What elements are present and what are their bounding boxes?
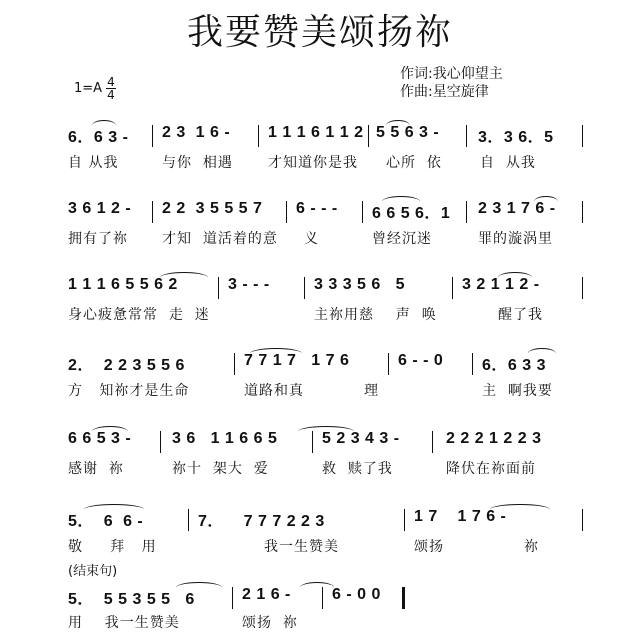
time-signature	[106, 76, 116, 101]
measure: 3 6 1 2 -	[68, 200, 132, 217]
barline	[286, 201, 287, 223]
measure: 6 - - 0	[398, 352, 444, 369]
barline	[152, 201, 153, 223]
measure: 2 3 1 6 -	[162, 124, 231, 141]
measure: 1 7 1 7 6 -	[414, 508, 507, 525]
lyric-text: 心所 依	[386, 155, 442, 171]
lyric-text: 用 我一生赞美	[68, 615, 180, 631]
lyric-text: 颂扬	[414, 539, 444, 555]
lyric-text: 自 从我	[480, 155, 536, 171]
slur-mark	[298, 426, 354, 437]
lyric-text: 祢十 架大 爱	[172, 461, 269, 477]
barline	[432, 431, 433, 453]
barline	[582, 125, 583, 147]
lyric-text: 主祢用慈 声 唤	[314, 307, 437, 323]
lyric-text: 我一生赞美	[264, 539, 339, 555]
slur-mark	[498, 272, 532, 283]
measure: 3 - - -	[228, 276, 270, 293]
measure: 6 - 0 0	[332, 586, 381, 603]
slur-mark	[300, 582, 334, 593]
song-title: 我要赞美颂扬祢	[186, 12, 453, 53]
slur-mark	[92, 426, 128, 437]
slur-mark	[84, 504, 144, 515]
lyric-text: 感谢 祢	[68, 461, 124, 477]
barline	[218, 277, 219, 299]
lyric-text: 自 从我	[68, 155, 119, 171]
lyric-text: 才知道你是我	[268, 155, 358, 171]
key-label: 1=A	[74, 81, 103, 96]
measure: 3．3 6．5	[478, 129, 554, 146]
barline	[472, 353, 473, 375]
lyric-row-7	[68, 612, 608, 632]
lyric-text: 主 啊我要	[482, 383, 553, 399]
time-numerator: 4	[107, 75, 115, 89]
measure: 5． 6 6 -	[68, 513, 144, 530]
measure: 6．6 3 3	[482, 357, 546, 374]
lyricist-credit: 作词:我心仰望主	[400, 66, 503, 82]
lyric-text: 方 知祢才是生命	[68, 383, 190, 399]
slur-mark	[528, 348, 556, 359]
measure: 2 1 6 -	[242, 586, 291, 603]
slur-mark	[534, 196, 558, 207]
measure: 1 1 1 6 5 5 6 2	[68, 276, 178, 293]
slur-mark	[176, 582, 222, 593]
slur-mark	[382, 196, 420, 207]
slur-mark	[250, 348, 302, 359]
lyric-text: 道路和真	[244, 383, 304, 399]
barline	[362, 201, 363, 223]
composer-credit: 作曲:星空旋律	[400, 84, 489, 100]
lyric-text: 救 赎了我	[322, 461, 393, 477]
lyric-text: 敬 拜 用	[68, 539, 157, 555]
slur-mark	[92, 120, 116, 131]
slur-mark	[160, 272, 208, 283]
lyric-text: 身心疲惫常常 走 迷	[68, 307, 210, 323]
barline	[466, 125, 467, 147]
lyric-text: 降伏在祢面前	[446, 461, 536, 477]
barline	[258, 125, 259, 147]
measure: 6 - - -	[296, 200, 338, 217]
measure: 3 6 1 1 6 6 5	[172, 430, 278, 447]
lyric-row-4	[68, 380, 608, 400]
ending-label: (结束句)	[68, 564, 118, 579]
music-row-2	[68, 200, 588, 226]
measure: 5 2 3 4 3 -	[322, 430, 400, 447]
barline	[232, 587, 233, 609]
final-barline	[402, 587, 405, 609]
lyric-row-6	[68, 536, 608, 556]
measure: 7 7 1 7 1 7 6	[244, 352, 350, 369]
barline	[582, 201, 583, 223]
lyric-text: 与你 相遇	[162, 155, 233, 171]
barline	[368, 125, 369, 147]
measure: 3 3 3 5 6 5	[314, 276, 406, 293]
barline	[234, 353, 235, 375]
music-row-4	[68, 352, 588, 378]
key-signature	[74, 76, 116, 101]
measure: 5． 5 5 3 5 5 6	[68, 591, 195, 608]
measure: 2 2 2 1 2 2 3	[446, 430, 542, 447]
lyric-text: 醒了我	[498, 307, 543, 323]
lyric-row-2	[68, 228, 608, 248]
lyric-row-5	[68, 458, 608, 478]
barline	[304, 277, 305, 299]
measure: 7． 7 7 7 2 2 3	[198, 513, 325, 530]
lyric-text: 祢	[524, 539, 539, 555]
slur-mark	[490, 504, 550, 515]
measure: 2． 2 2 3 5 5 6	[68, 357, 185, 374]
lyric-text: 拥有了祢	[68, 231, 128, 247]
barline	[188, 509, 189, 531]
lyric-text: 罪的漩涡里	[478, 231, 553, 247]
measure: 5 5 6 3 -	[376, 124, 440, 141]
lyric-text: 义	[304, 231, 319, 247]
time-denominator: 4	[107, 88, 115, 102]
measure: 2 3 1 7 6 -	[478, 200, 556, 217]
slur-mark	[386, 120, 410, 131]
music-row-1	[68, 124, 588, 150]
barline	[466, 201, 467, 223]
barline	[152, 125, 153, 147]
lyric-row-1	[68, 152, 608, 172]
lyric-row-3	[68, 304, 608, 324]
barline	[582, 509, 583, 531]
measure: 1 1 1 6 1 1 2	[268, 124, 364, 141]
lyric-text: 理	[364, 383, 379, 399]
measure: 6 6 5 6．1	[372, 205, 451, 222]
measure: 3 2 1 1 2 -	[462, 276, 540, 293]
barline	[582, 277, 583, 299]
measure: 6 6 5 3 -	[68, 430, 132, 447]
barline	[404, 509, 405, 531]
barline	[160, 431, 161, 453]
lyric-text: 曾经沉迷	[372, 231, 432, 247]
barline	[388, 353, 389, 375]
measure: 6．6 3 -	[68, 129, 129, 146]
lyric-text: 才知 道活着的意	[162, 231, 278, 247]
lyric-text: 颂扬 祢	[242, 615, 298, 631]
barline	[452, 277, 453, 299]
measure: 2 2 3 5 5 5 7	[162, 200, 263, 217]
